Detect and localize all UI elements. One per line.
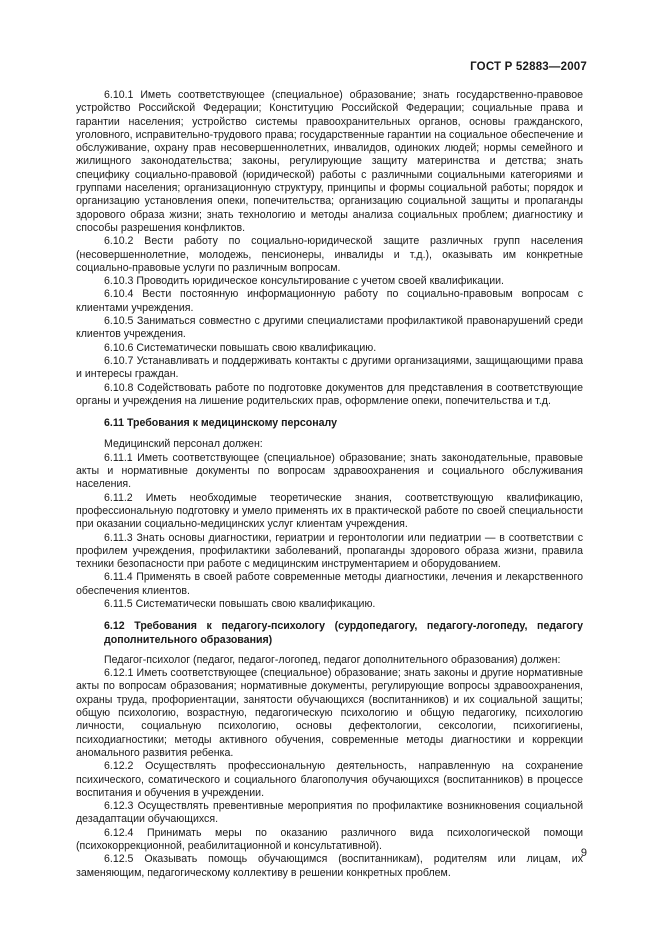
document-body (76, 89, 583, 880)
body-paragraph: 6.12.3 Осуществлять превентивные мероприятия по профилактике возникновения социальной дезадаптации обучающихся. (76, 800, 583, 826)
body-paragraph: 6.10.8 Содействовать работе по подготовке документов для представления в соответствующие органы и учреждения на лишение родительских прав, оформление опеки, попечительства и т.д. (76, 381, 583, 407)
body-paragraph: 6.11.1 Иметь соответствующее (специальное) образование; знать законодательные, правовые акты и нормативные документы по вопросам здравоохранения и социального обслуживания населения. (76, 451, 583, 491)
body-paragraph: 6.10.1 Иметь соответствующее (специальное) образование; знать государственно-правовое устройство Российской Федерации; Конституцию Российской Федерации; социальные права и гарантии населения; устройство системы правоохранительных органов, основы гражданского, уголовного, исправительно-трудового права; государственные гарантии на социальное обеспечение и обслуживание, охрану прав несовершеннолетних, инвалидов, одиноких людей; нормы семейного и жилищного законодательства; законы, регулирующие защиту материнства и детства; знать специфику социально-правовой (юридической) работы с различными социальными категориями и группами населения; организационную структуру, принципы и формы социальной работы; порядок и организацию установления опеки, попечительства; организацию социальной защиты и пропаганды здорового образа жизни; знать технологию и методы анализа социальных проблем; диагностику и способы разрешения конфликтов. (76, 89, 583, 234)
body-paragraph: 6.10.2 Вести работу по социально-юридической защите различных групп населения (несовершеннолетние, молодежь, пенсионеры, инвалиды и т.д.), оказывать им конкретные социально-правовые услуги по различным вопросам. (76, 235, 583, 274)
body-paragraph: 6.11.5 Систематически повышать свою квалификацию. (104, 597, 376, 610)
section-heading: 6.11 Требования к медицинскому персоналу (104, 417, 338, 430)
body-paragraph: 6.11.4 Применять в своей работе современные методы диагностики, лечения и лекарственного обеспечения клиентов. (76, 571, 583, 597)
body-paragraph: 6.10.7 Устанавливать и поддерживать контакты с другими организациями, защищающими права и интересы граждан. (76, 354, 583, 381)
body-paragraph: 6.12.1 Иметь соответствующее (специальное) образование; знать законы и другие нормативные акты по вопросам образования; нормативные документы, регулирующие вопросы здравоохранения, охраны труда, профориентации, занятости обучающихся (воспитанников) и их социальной защиты; общую психологию, возрастную, педагогическую психологию и общую педагогику, психологию личности, социальную психологию, основы дефектологии, сексологии, психогигиены, психодиагностики; методы активного обучения, современные методы диагностики и коррекции аномального развития ребенка. (76, 667, 583, 759)
body-paragraph: 6.12.5 Оказывать помощь обучающимся (воспитанникам), родителям или лицам, их заменяющим, педагогическому коллективу в решении конкретных проблем. (76, 853, 583, 879)
body-paragraph: Педагог-психолог (педагог, педагог-логопед, педагог дополнительного образования) должен: (104, 653, 561, 666)
body-paragraph: 6.10.6 Систематически повышать свою квалификацию. (104, 341, 377, 354)
body-paragraph: 6.12.2 Осуществлять профессиональную деятельность, направленную на сохранение психического, соматического и социального благополучия обучающихся (воспитанников) в процессе воспитания и обучения в учреждении. (76, 760, 583, 799)
document-code-header: ГОСТ Р 52883—2007 (470, 61, 587, 73)
body-paragraph: 6.10.5 Заниматься совместно с другими специалистами профилактикой правонарушений среди клиентов учреждения. (76, 315, 583, 341)
body-paragraph: 6.11.2 Иметь необходимые теоретические знания, соответствующую квалификацию, профессиональную подготовку и умело применять их в практической работе по своей специальности при оказании социально-медицинских услуг клиентам учреждения. (76, 491, 583, 531)
body-paragraph: 6.10.4 Вести постоянную информационную работу по социально-правовым вопросам с клиентами учреждения. (76, 288, 583, 314)
page-number: 9 (580, 847, 587, 859)
section-heading: 6.12 Требования к педагогу-психологу (сурдопедагогу, педагогу-логопеду, педагогу дополнительного образования) (104, 620, 583, 646)
body-paragraph: 6.11.3 Знать основы диагностики, гериатрии и геронтологии или педиатрии — в соответствии с профилем учреждения, профилактики заболеваний, пропаганды здорового образа жизни, правила техники безопасности при работе с медицинским инструментарием и оборудованием. (76, 531, 583, 571)
body-paragraph: 6.10.3 Проводить юридическое консультирование с учетом своей квалификации. (104, 275, 504, 288)
body-paragraph: Медицинский персонал должен: (104, 438, 263, 451)
body-paragraph: 6.12.4 Принимать меры по оказанию различного вида психологической помощи (психокоррекционной, реабилитационной и консультативной). (76, 826, 583, 853)
